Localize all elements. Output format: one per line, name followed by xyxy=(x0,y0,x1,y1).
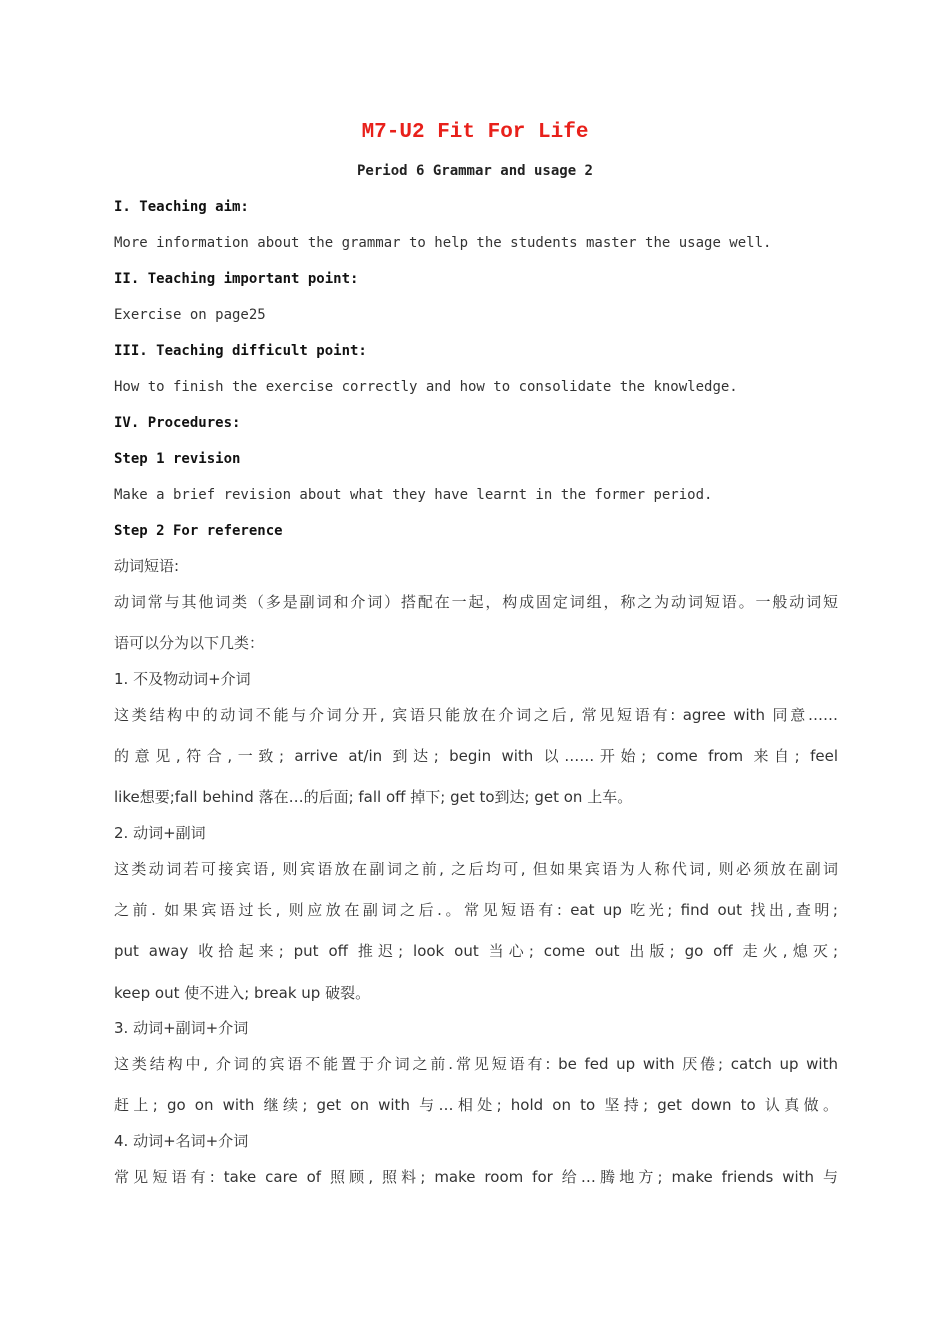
category1-heading: 1. 不及物动词+介词 xyxy=(114,670,251,688)
category1-line: 这类结构中的动词不能与介词分开, 宾语只能放在介词之后, 常见短语有: agree with 同意…… xyxy=(114,706,838,724)
teaching-aim-text: More information about the grammar to help the students master the usage well. xyxy=(114,235,772,251)
step1-heading: Step 1 revision xyxy=(114,451,241,467)
important-point-text: Exercise on page25 xyxy=(114,307,266,323)
category4-heading: 4. 动词+名词+介词 xyxy=(114,1132,249,1150)
verb-phrase-heading: 动词短语: xyxy=(114,557,180,575)
intro-paragraph-line: 语可以分为以下几类： xyxy=(114,634,265,652)
category2-line: 这类动词若可接宾语, 则宾语放在副词之前, 之后均可, 但如果宾语为人称代词, 则必须放在副词 xyxy=(114,860,838,878)
category1-line: 的意见,符合,一致; arrive at/in 到达; begin with 以……开始; come from 来自; feel xyxy=(114,747,838,765)
step2-heading: Step 2 For reference xyxy=(114,523,283,539)
section-heading-teaching-aim: I. Teaching aim: xyxy=(114,199,249,215)
category3-line: 赶上; go on with 继续; get on with 与…相处; hold on to 坚持; get down to 认真做。 xyxy=(114,1096,838,1114)
category4-line: 常见短语有: take care of 照顾, 照料; make room for 给…腾地方; make friends with 与 xyxy=(114,1168,838,1186)
document-subtitle: Period 6 Grammar and usage 2 xyxy=(356,163,593,179)
category3-line: 这类结构中, 介词的宾语不能置于介词之前.常见短语有: be fed up with 厌倦; catch up with xyxy=(114,1055,838,1073)
step1-text: Make a brief revision about what they have learnt in the former period. xyxy=(114,487,713,503)
category2-line: put away 收拾起来; put off 推迟; look out 当心; come out 出版; go off 走火,熄灭; xyxy=(114,942,838,960)
category3-heading: 3. 动词+副词+介词 xyxy=(114,1019,249,1037)
category2-line: 之前. 如果宾语过长, 则应放在副词之后.。常见短语有: eat up 吃光; find out 找出,查明; xyxy=(114,901,838,919)
section-heading-procedures: IV. Procedures: xyxy=(114,415,241,431)
section-heading-difficult-point: III. Teaching difficult point: xyxy=(114,343,367,359)
category1-line: like想要;fall behind 落在…的后面; fall off 掉下; get to到达; get on 上车。 xyxy=(114,788,633,806)
category2-line: keep out 使不进入; break up 破裂。 xyxy=(114,984,371,1002)
section-heading-important-point: II. Teaching important point: xyxy=(114,271,359,287)
category2-heading: 2. 动词+副词 xyxy=(114,824,206,842)
document-title: M7-U2 Fit For Life xyxy=(361,121,589,144)
difficult-point-text: How to finish the exercise correctly and how to consolidate the knowledge. xyxy=(114,379,738,395)
intro-paragraph-line: 动词常与其他词类（多是副词和介词）搭配在一起，构成固定词组，称之为动词短语。一般动词短 xyxy=(114,593,838,611)
